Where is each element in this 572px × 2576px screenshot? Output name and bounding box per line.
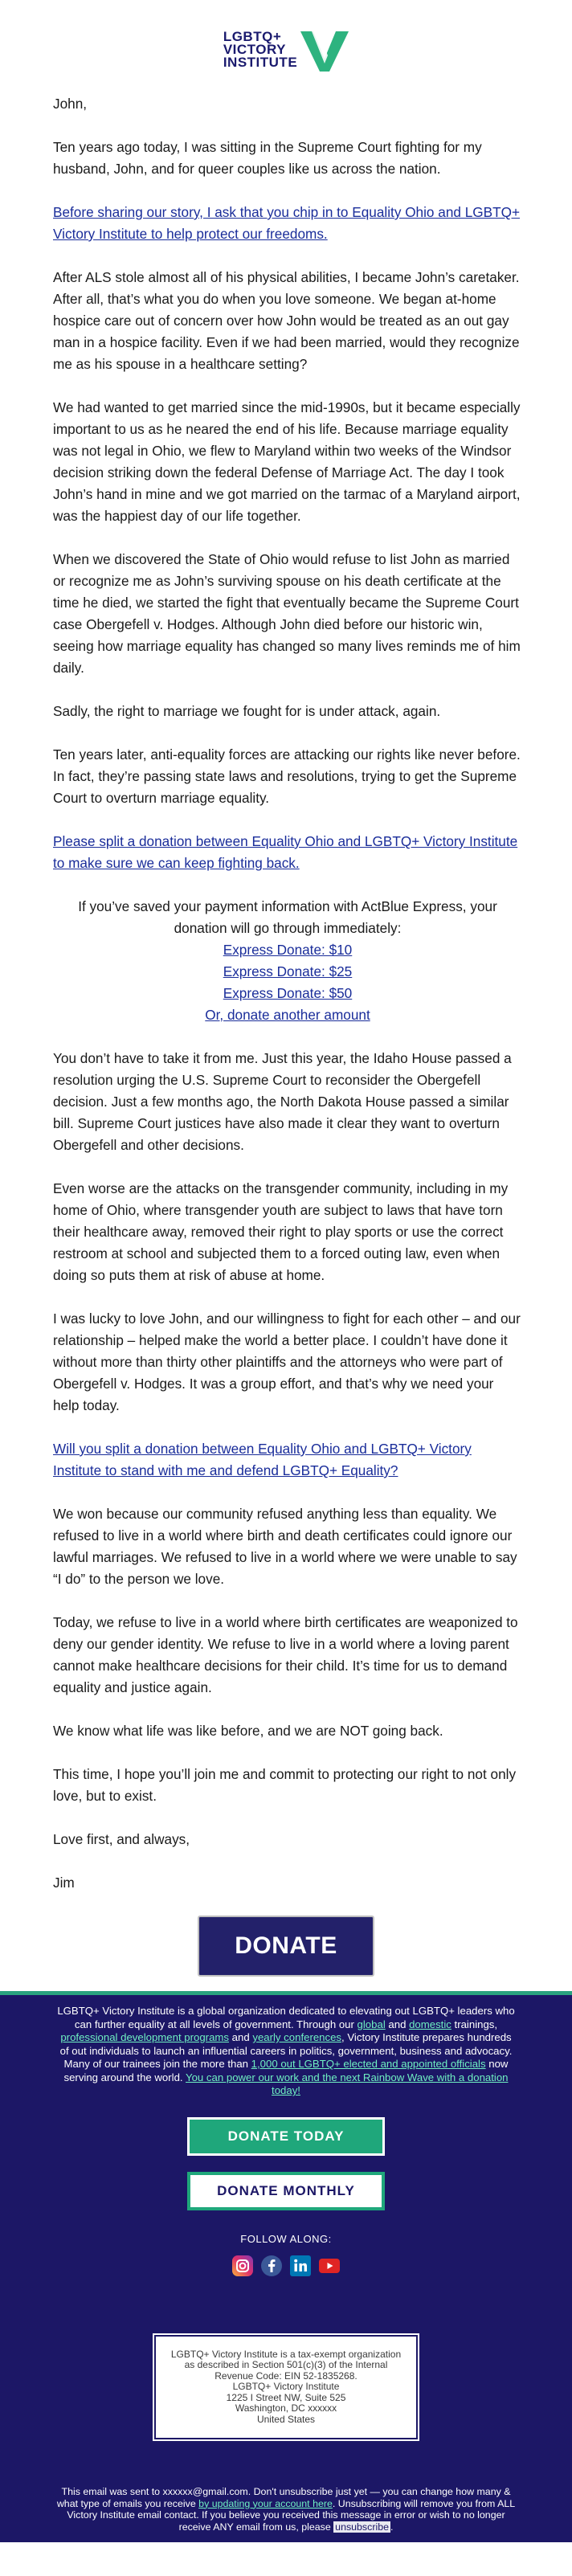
fine-text-c: . — [390, 2521, 394, 2533]
about-text-f: now serving around the world. — [63, 2058, 509, 2083]
paragraph-7: You don’t have to take it from me. Just this year, the Idaho House passed a resolution urging the U.S. Supreme Court to reconsider the Obergefell decision. Just a few months ago, the North Dakota House passed a similar bill. Supreme Court justices have also made it clear they want to overturn Obergefell and other decisions. — [53, 1050, 512, 1153]
org-name: LGBTQ+ Victory Institute — [232, 2381, 340, 2392]
header-logo[interactable] — [0, 0, 572, 93]
paragraph-6: Ten years later, anti-equality forces are attacking our rights like never before. In fact, they’re passing state laws and resolutions, trying to get the Supreme Court to overturn marriage equality. — [53, 746, 521, 806]
unsubscribe-link[interactable]: unsubscribe — [335, 2521, 389, 2533]
org-address-country: United States — [256, 2413, 316, 2425]
donate-button[interactable]: DONATE — [198, 1916, 374, 1977]
email-body — [0, 93, 572, 1894]
paragraph-10: We won because our community refused anything less than equality. We refused to live in a world where birth and death certificates could ignore our lawful marriages. We refused to live in a world where we were unable to say “I do” to the person we love. — [53, 1506, 517, 1587]
domestic-link[interactable]: domestic — [409, 2018, 451, 2030]
logo-wordmark — [223, 31, 297, 69]
paragraph-12: We know what life was like before, and we are NOT going back. — [53, 1723, 443, 1739]
org-address-street: 1225 I Street NW, Suite 525 — [226, 2391, 346, 2403]
tax-exempt-statement: LGBTQ+ Victory Institute is a tax-exempt organization as described in Section 501(c)(3) of the Internal Revenue Code: EIN 52-1835268. — [170, 2348, 402, 2382]
social-icons — [0, 2255, 572, 2277]
paragraph-13: This time, I hope you’ll join me and commit to protecting our right to not only love, but to exist. — [53, 1766, 517, 1804]
linkedin-icon[interactable] — [289, 2255, 312, 2277]
salutation: John, — [53, 96, 88, 112]
signature: Jim — [53, 1875, 75, 1891]
paragraph-1: Ten years ago today, I was sitting in the Supreme Court fighting for my husband, John, and for queer couples like us across the nation. — [53, 139, 482, 177]
global-link[interactable]: global — [357, 2018, 386, 2030]
paragraph-8: Even worse are the attacks on the transgender community, including in my home of Ohio, where transgender youth are subject to laws that have torn their healthcare away, removed their right to play sports or use the correct restroom at school and subjected them to a forced outing law, even when doing so puts them at risk of abuse at home. — [53, 1180, 509, 1283]
donate-link-1[interactable]: Before sharing our story, I ask that you chip in to Equality Ohio and LGBTQ+ Victory Institute to help protect our freedoms. — [53, 204, 521, 242]
fine-text-b: . Unsubscribing will remove you from ALL Victory Institute email contact. If you believe you received this message in error or wish to no longer receive ANY email from us, please — [67, 2497, 516, 2533]
donate-link-3[interactable]: Will you split a donation between Equality Ohio and LGBTQ+ Victory Institute to stand with me and defend LGBTQ+ Equality? — [53, 1441, 472, 1478]
fine-text-a: This email was sent to xxxxxx@gmail.com. Don't unsubscribe just yet — you can change how many & what type of emails you receive — [56, 2486, 511, 2509]
logo-line-2: VICTORY — [223, 42, 286, 57]
paragraph-5: Sadly, the right to marriage we fought for is under attack, again. — [53, 703, 441, 719]
about-text-a: LGBTQ+ Victory Institute is a global organization dedicated to elevating out LGBTQ+ leaders who can further equality at all levels of government. Through our — [57, 2005, 515, 2030]
follow-along-label: FOLLOW ALONG: — [240, 2232, 332, 2245]
donate-link-2[interactable]: Please split a donation between Equality Ohio and LGBTQ+ Victory Institute to make sure we can keep fighting back. — [53, 833, 518, 871]
paragraph-2: After ALS stole almost all of his physical abilities, I became John’s caretaker. After all, that’s what you do when you love someone. We began at-home hospice care out of concern over how John would be treated as an out gay man in a hospice facility. Even if we had been married, would they recognize me as his spouse in a healthcare setting? — [53, 269, 520, 372]
youtube-icon[interactable] — [318, 2255, 341, 2277]
rainbow-wave-link[interactable]: You can power our work and the next Rainbow Wave with a donation today! — [186, 2071, 509, 2096]
signoff: Love first, and always, — [53, 1831, 190, 1847]
about-text-d: and — [229, 2031, 253, 2043]
fine-print — [0, 2486, 572, 2533]
officials-link[interactable]: 1,000 out LGBTQ+ elected and appointed officials — [251, 2058, 486, 2070]
paragraph-11: Today, we refuse to live in a world where birth certificates are weaponized to deny our gender identity. We refuse to live in a world where a loving parent cannot make healthcare decisions for their child. It’s time for us to demand equality and justice again. — [53, 1614, 518, 1695]
footer — [0, 1991, 572, 2542]
professional-development-link[interactable]: professional development programs — [60, 2031, 229, 2043]
logo-v-mark-icon — [300, 27, 349, 73]
express-intro: If you’ve saved your payment information with ActBlue Express, your donation will go through immediately: — [78, 898, 497, 936]
donate-today-button[interactable]: DONATE TODAY — [187, 2117, 385, 2156]
paragraph-4: When we discovered the State of Ohio would refuse to list John as married or recognize me as John’s surviving spouse on his death certificate at the time he died, we started the fight that eventually became the Supreme Court case Obergefell v. Hodges. Although John died before our historic win, seeing how marriage equality has changed so many lives reminds me of him daily. — [53, 551, 521, 676]
facebook-icon[interactable] — [260, 2255, 283, 2277]
instagram-icon[interactable] — [231, 2255, 254, 2277]
donate-other-amount-link[interactable]: Or, donate another amount — [205, 1007, 370, 1023]
donate-monthly-button[interactable]: DONATE MONTHLY — [187, 2172, 385, 2210]
org-info-box — [154, 2335, 418, 2440]
yearly-conferences-link[interactable]: yearly conferences — [252, 2031, 342, 2043]
express-donate-block — [53, 896, 522, 1026]
update-account-link[interactable]: by updating your account here — [198, 2497, 333, 2509]
express-donate-25-link[interactable]: Express Donate: $25 — [223, 963, 353, 979]
about-text-c: trainings, — [451, 2018, 498, 2030]
about-text-b: and — [385, 2018, 410, 2030]
footer-about — [0, 2005, 572, 2098]
logo-line-3: INSTITUTE — [223, 55, 298, 70]
donate-button-row — [0, 1916, 572, 1977]
paragraph-3: We had wanted to get married since the mid-1990s, but it became especially important to us as he neared the end of his life. Because marriage equality was not legal in Ohio, we flew to Maryland within two weeks of the Windsor decision striking down the federal Defense of Marriage Act. The day I took John’s hand in mine and we got married on the tarmac of a Maryland airport, was the happiest day of our life together. — [53, 399, 521, 524]
org-address-city: Washington, DC xxxxxx — [235, 2402, 337, 2414]
paragraph-9: I was lucky to love John, and our willingness to fight for each other – and our relationship – helped make the world a better place. I couldn’t have done it without more than thirty other plaintiffs and the attorneys who were part of Obergefell v. Hodges. It was a group effort, and that’s why we need your help today. — [53, 1310, 521, 1413]
about-text-e: , Victory Institute prepares hundreds of out individuals to launch an influential careers in politics, government, business and advocacy. Many of our trainees join the more than — [59, 2031, 513, 2070]
logo-line-1: LGBTQ+ — [223, 29, 282, 44]
express-donate-10-link[interactable]: Express Donate: $10 — [223, 942, 353, 958]
express-donate-50-link[interactable]: Express Donate: $50 — [223, 985, 353, 1001]
